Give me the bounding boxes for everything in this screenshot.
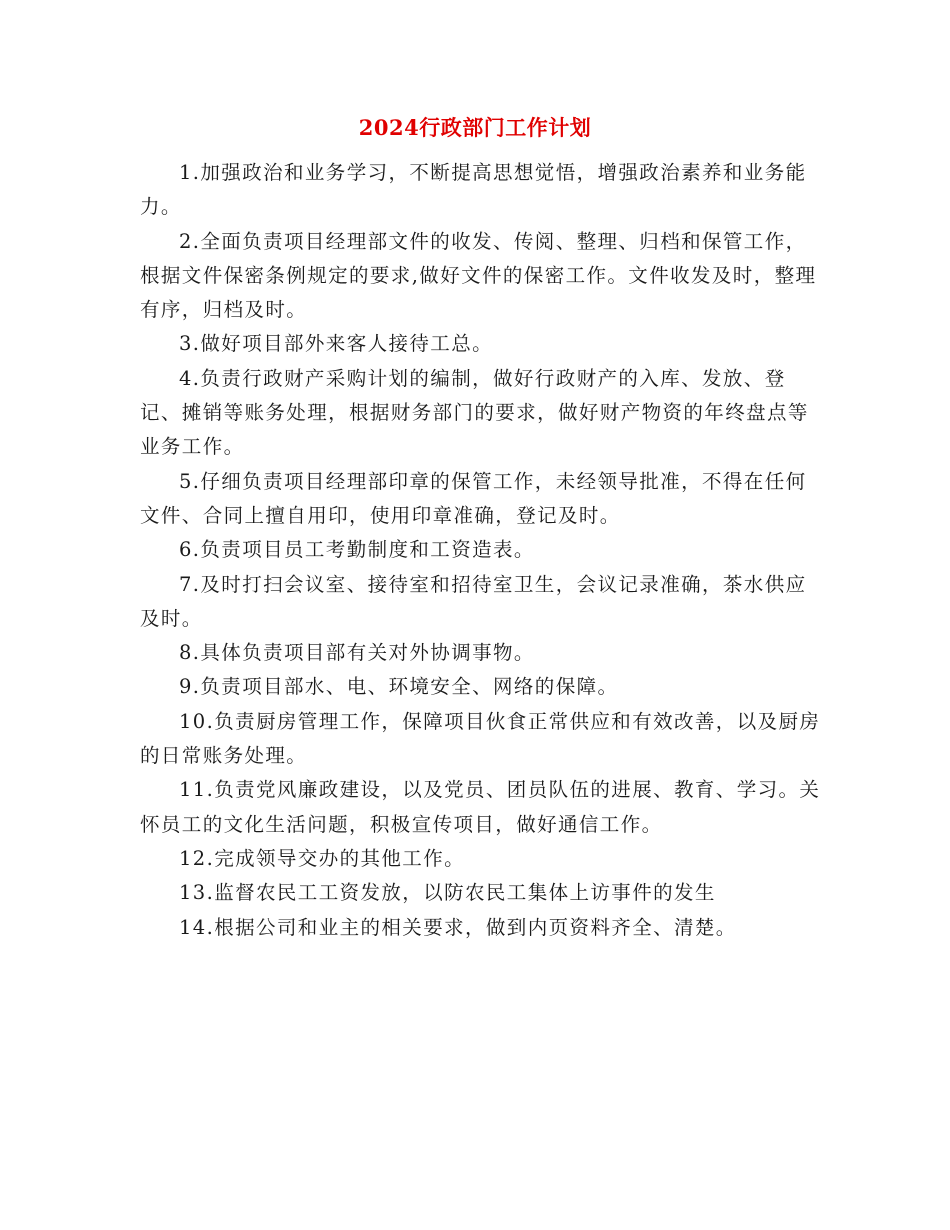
plan-item-3: 3.做好项目部外来客人接待工总。 xyxy=(179,332,494,356)
plan-item-4: 4.负责行政财产采购计划的编制，做好行政财产的入库、发放、登记、摊销等账务处理，根据财务部门的要求，做好财产物资的年终盘点等业务工作。 xyxy=(140,366,809,459)
plan-item-5: 5.仔细负责项目经理部印章的保管工作，未经领导批准，不得在任何文件、合同上擅自用印，使用印章准确，登记及时。 xyxy=(140,469,807,527)
plan-item-11: 11.负责党风廉政建设，以及党员、团员队伍的进展、教育、学习。关怀员工的文化生活问题，积极宣传项目，做好通信工作。 xyxy=(140,778,821,836)
plan-item-8: 8.具体负责项目部有关对外协调事物。 xyxy=(179,641,535,665)
plan-item-10: 10.负责厨房管理工作，保障项目伙食正常供应和有效改善，以及厨房的日常账务处理。 xyxy=(140,709,821,768)
plan-item-6: 6.负责项目员工考勤制度和工资造表。 xyxy=(179,538,535,562)
document-title: 2024行政部门工作计划 xyxy=(358,115,592,140)
plan-item-list xyxy=(140,156,824,945)
plan-item-13: 13.监督农民工工资发放，以防农民工集体上访事件的发生 xyxy=(179,881,716,905)
plan-item-12: 12.完成领导交办的其他工作。 xyxy=(179,846,466,870)
plan-item-9: 9.负责项目部水、电、环境安全、网络的保障。 xyxy=(179,675,619,699)
plan-item-7: 7.及时打扫会议室、接待室和招待室卫生，会议记录准确，茶水供应及时。 xyxy=(140,572,807,630)
plan-item-1: 1.加强政治和业务学习，不断提高思想觉悟，增强政治素养和业务能力。 xyxy=(140,161,807,219)
plan-item-14: 14.根据公司和业主的相关要求，做到内页资料齐全、清楚。 xyxy=(179,915,737,939)
plan-item-2: 2.全面负责项目经理部文件的收发、传阅、整理、归档和保管工作，根据文件保密条例规定的要求,做好文件的保密工作。文件收发及时，整理有序，归档及时。 xyxy=(140,229,817,322)
